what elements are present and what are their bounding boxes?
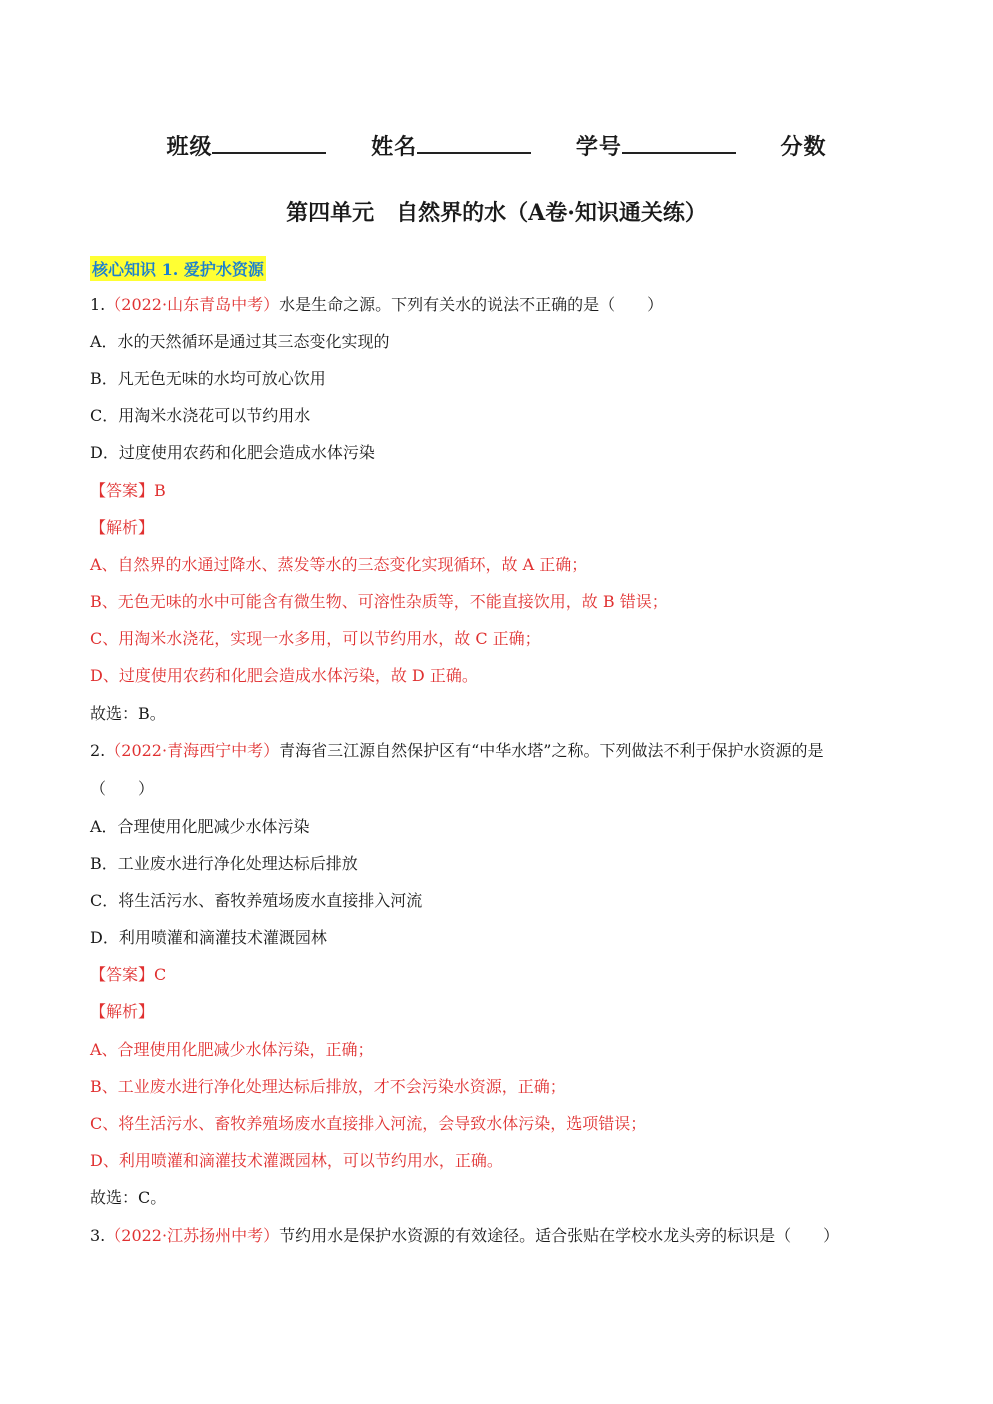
question-3-stem: 3.（2022·江苏扬州中考）节约用水是保护水资源的有效途径。适合张贴在学校水龙头旁的标识是（ ） xyxy=(90,1226,840,1245)
question-2-stem-cont: （ ） xyxy=(90,779,155,798)
question-2-answer: 【答案】C xyxy=(90,965,167,984)
name-blank[interactable] xyxy=(417,132,531,154)
question-1-analysis-d: D、过度使用农药和化肥会造成水体污染，故 D 正确。 xyxy=(90,666,478,685)
question-2-source: （2022·青海西宁中考） xyxy=(105,741,280,760)
question-2-analysis-c: C、将生活污水、畜牧养殖场废水直接排入河流，会导致水体污染，选项错误； xyxy=(90,1114,647,1133)
question-1-source: （2022·山东青岛中考） xyxy=(105,295,280,314)
name-field: 姓名 xyxy=(371,130,531,161)
question-2-analysis-label: 【解析】 xyxy=(90,1002,155,1021)
question-2-option-d: D．利用喷灌和滴灌技术灌溉园林 xyxy=(90,928,327,947)
question-2-option-b: B．工业废水进行净化处理达标后排放 xyxy=(90,854,358,873)
question-1-stem: 1.（2022·山东青岛中考）水是生命之源。下列有关水的说法不正确的是（ ） xyxy=(90,295,664,314)
question-2-option-a: A．合理使用化肥减少水体污染 xyxy=(90,817,310,836)
question-2-analysis-b: B、工业废水进行净化处理达标后排放，才不会污染水资源，正确； xyxy=(90,1077,566,1096)
question-1-conclusion: 故选：B。 xyxy=(90,704,166,723)
question-2-stem: 2.（2022·青海西宁中考）青海省三江源自然保护区有“中华水塔”之称。下列做法不利于保护水资源的是 xyxy=(90,741,824,760)
class-blank[interactable] xyxy=(212,132,326,154)
question-2-analysis-d: D、利用喷灌和滴灌技术灌溉园林，可以节约用水，正确。 xyxy=(90,1151,503,1170)
number-field: 学号 xyxy=(576,130,736,161)
question-1-analysis-label: 【解析】 xyxy=(90,518,155,537)
student-info-header xyxy=(0,130,993,161)
question-2-option-c: C．将生活污水、畜牧养殖场废水直接排入河流 xyxy=(90,891,423,910)
score-field: 分数 xyxy=(780,134,827,160)
question-3-source: （2022·江苏扬州中考） xyxy=(105,1226,280,1245)
question-1-analysis-c: C、用淘米水浇花，实现一水多用，可以节约用水，故 C 正确； xyxy=(90,629,541,648)
page-title: 第四单元 自然界的水（A卷·知识通关练） xyxy=(286,200,707,226)
question-1-option-c: C．用淘米水浇花可以节约用水 xyxy=(90,406,311,425)
question-1-answer: 【答案】B xyxy=(90,481,166,500)
question-1-option-b: B．凡无色无味的水均可放心饮用 xyxy=(90,369,326,388)
number-blank[interactable] xyxy=(622,132,736,154)
section-heading: 核心知识 1. 爱护水资源 xyxy=(90,256,266,281)
question-2-analysis-a: A、合理使用化肥减少水体污染，正确； xyxy=(90,1040,374,1059)
question-2-conclusion: 故选：C。 xyxy=(90,1188,167,1207)
question-1-option-d: D．过度使用农药和化肥会造成水体污染 xyxy=(90,443,375,462)
question-1-option-a: A．水的天然循环是通过其三态变化实现的 xyxy=(90,332,390,351)
question-1-analysis-a: A、自然界的水通过降水、蒸发等水的三态变化实现循环，故 A 正确； xyxy=(90,555,588,574)
class-field: 班级 xyxy=(166,130,326,161)
question-1-analysis-b: B、无色无味的水中可能含有微生物、可溶性杂质等，不能直接饮用，故 B 错误； xyxy=(90,592,668,611)
